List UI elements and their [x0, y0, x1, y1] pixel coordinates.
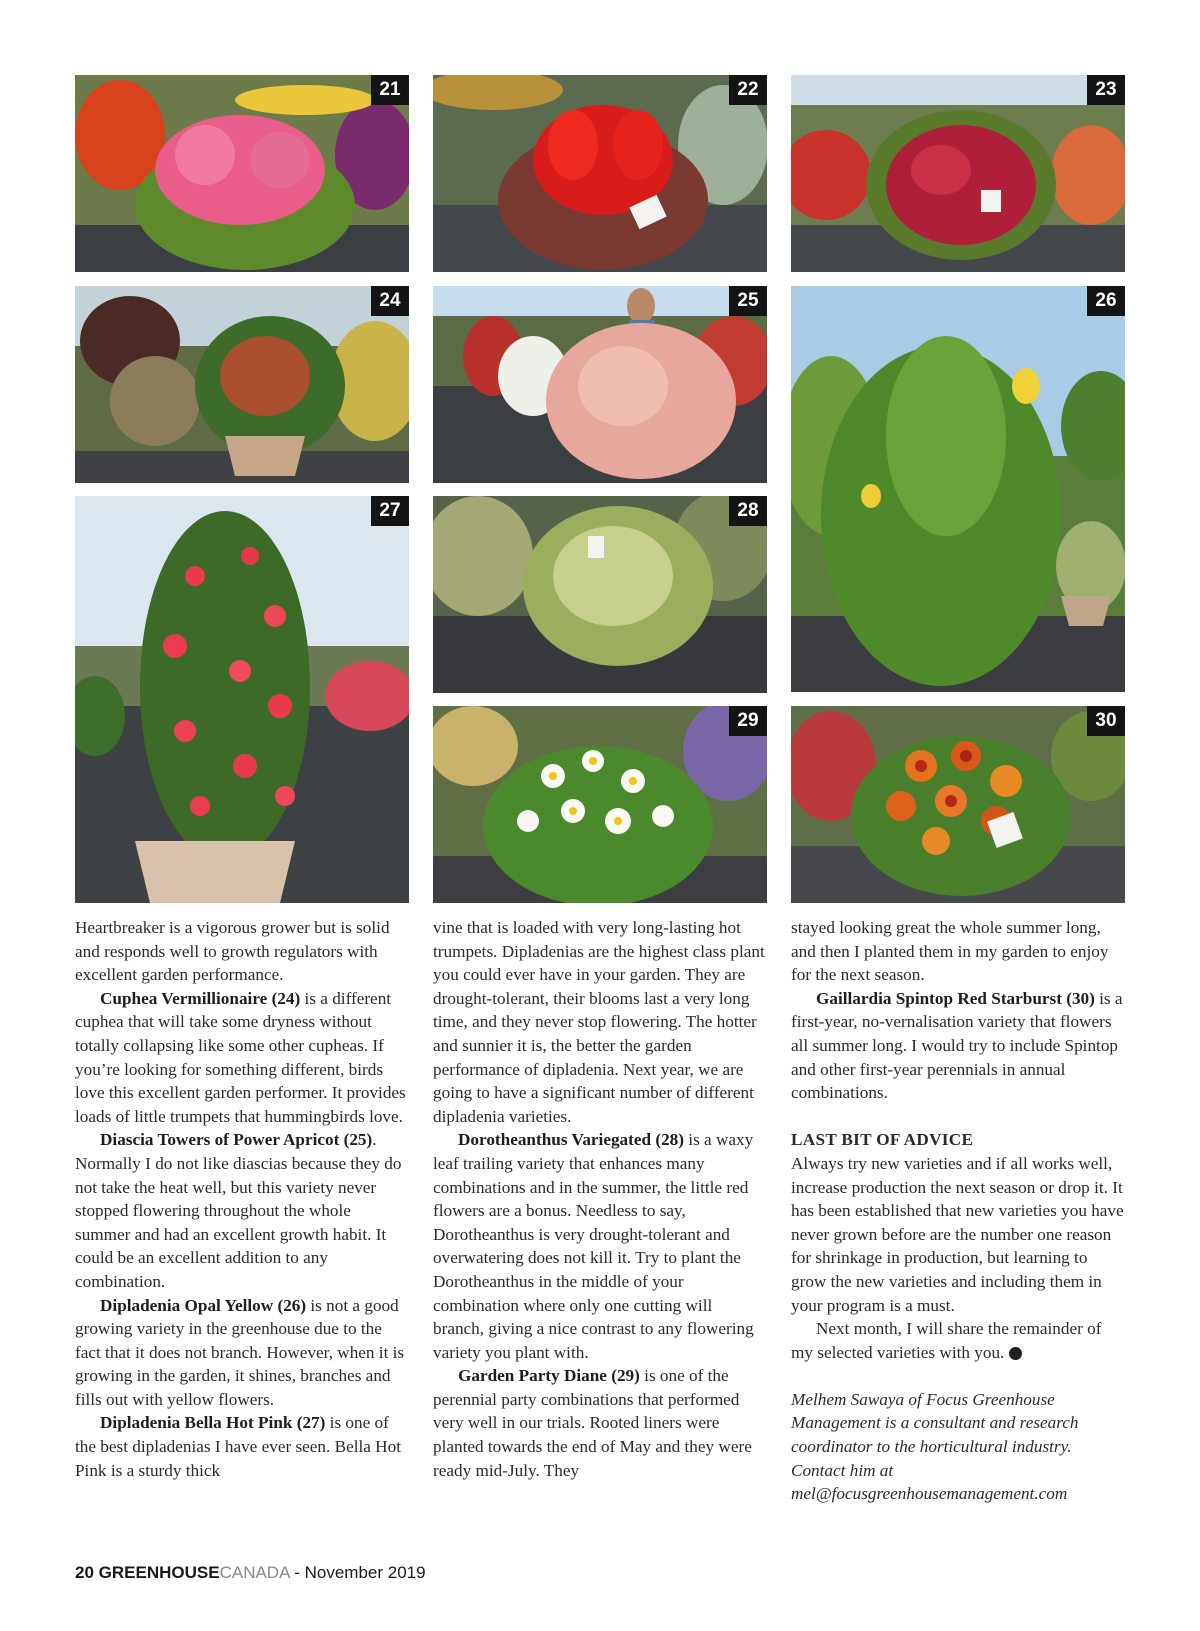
variety-name: Garden Party Diane (29) — [458, 1366, 640, 1386]
photo-29 — [433, 706, 767, 903]
variety-name: Dipladenia Bella Hot Pink (27) — [100, 1413, 326, 1433]
photo-number-badge: 21 — [371, 75, 409, 105]
variety-name: Dipladenia Opal Yellow (26) — [100, 1295, 307, 1315]
photo-number-badge: 28 — [729, 496, 767, 526]
photo-22-image — [433, 75, 767, 272]
photo-27 — [75, 496, 409, 903]
paragraph: vine that is loaded with very long-lasting hot trumpets. Dipladenias are the highest class plant you could ever have in your garden. They are drought-tolerant, their blooms last a very long time, and they never stop flowering. The hotter and sunnier it is, the better the garden performance of dipladenia. Next year, we are going to have a significant number of different dipladenia varieties. — [433, 918, 765, 1126]
photo-number-badge: 29 — [729, 706, 767, 736]
author-bio: Melhem Sawaya of Focus Greenhouse Management is a consultant and research coordinator to the horticultural industry. Contact him at mel@focusgreenhousemanagement.com — [791, 1389, 1079, 1504]
photo-27-image — [75, 496, 409, 903]
variety-name: Gaillardia Spintop Red Starburst (30) — [816, 988, 1095, 1008]
photo-23-image — [791, 75, 1125, 272]
photo-number-badge: 27 — [371, 496, 409, 526]
variety-name: Dorotheanthus Variegated (28) — [458, 1130, 684, 1150]
section-heading: LAST BIT OF ADVICE — [791, 1130, 974, 1150]
issue-date: - November 2019 — [289, 1563, 426, 1582]
photo-25-image — [433, 286, 767, 483]
paragraph: Next month, I will share the remainder of my selected varieties with you. GC — [791, 1319, 1102, 1362]
magazine-name: GREENHOUSE — [98, 1563, 220, 1582]
page-footer — [75, 1563, 426, 1583]
photo-number-badge: 30 — [1087, 706, 1125, 736]
photo-number-badge: 22 — [729, 75, 767, 105]
text-column-1 — [75, 916, 409, 1482]
photo-30-image — [791, 706, 1125, 903]
photo-26-image — [791, 286, 1125, 692]
paragraph: Diascia Towers of Power Apricot (25). Normally I do not like diascias because they do not take the heat well, but this variety never stopped flowering throughout the whole summer and had an excellent growth habit. It could be an excellent addition to any combination. — [75, 1130, 402, 1291]
paragraph: Gaillardia Spintop Red Starburst (30) is a first-year, no-vernalisation variety that flowers all summer long. I would try to include Spintop and other first-year perennials in annual combinations. — [791, 988, 1123, 1103]
photo-21-image — [75, 75, 409, 272]
photo-number-badge: 26 — [1087, 286, 1125, 316]
photo-number-badge: 25 — [729, 286, 767, 316]
photo-28 — [433, 496, 767, 693]
photo-number-badge: 23 — [1087, 75, 1125, 105]
photo-26 — [791, 286, 1125, 692]
paragraph: Always try new varieties and if all works well, increase production the next season or drop it. It has been established that new varieties you have never grown before are the number one reason for shrinkage in production, but learning to grow the new varieties and including them in your program is a must. — [791, 1153, 1124, 1315]
paragraph: Dipladenia Bella Hot Pink (27) is one of the best dipladenias I have ever seen. Bella Hot Pink is a sturdy thick — [75, 1413, 401, 1480]
photo-number-badge: 24 — [371, 286, 409, 316]
paragraph: Dipladenia Opal Yellow (26) is not a good growing variety in the greenhouse due to the fact that it does not branch. However, when it is growing in the garden, it shines, branches and fills out with yellow flowers. — [75, 1295, 405, 1409]
paragraph: Garden Party Diane (29) is one of the perennial party combinations that performed very well in our trials. Rooted liners were planted towards the end of May and they were ready mid-July. They — [433, 1366, 752, 1480]
photo-24 — [75, 286, 409, 483]
text-column-3 — [791, 916, 1125, 1506]
photo-23 — [791, 75, 1125, 272]
paragraph: Cuphea Vermillionaire (24) is a different cuphea that will take some dryness without totally collapsing like some other cupheas. If you’re looking for something different, birds love this excellent garden performer. It provides loads of little trumpets that hummingbirds love. — [75, 988, 406, 1126]
photo-25 — [433, 286, 767, 483]
paragraph: stayed looking great the whole summer long, and then I planted them in my garden to enjoy for the next season. — [791, 918, 1109, 985]
photo-21 — [75, 75, 409, 272]
variety-name: Cuphea Vermillionaire (24) — [100, 988, 301, 1008]
photo-29-image — [433, 706, 767, 903]
end-of-article-mark: GC — [1009, 1347, 1022, 1360]
photo-28-image — [433, 496, 767, 693]
paragraph: Heartbreaker is a vigorous grower but is solid and responds well to growth regulators with excellent garden performance. — [75, 918, 390, 985]
photo-30 — [791, 706, 1125, 903]
text-column-2 — [433, 916, 767, 1482]
page-number: 20 — [75, 1563, 94, 1582]
photo-24-image — [75, 286, 409, 483]
variety-name: Diascia Towers of Power Apricot (25) — [100, 1130, 373, 1150]
paragraph: Dorotheanthus Variegated (28) is a waxy leaf trailing variety that enhances many combinations and in the summer, the little red flowers are a bonus. Needless to say, Dorotheanthus is very drought-tolerant and overwatering does not kill it. Try to plant the Dorotheanthus in the middle of your combination where only one cutting will branch, giving a nice contrast to any flowering variety you plant with. — [433, 1130, 754, 1362]
photo-22 — [433, 75, 767, 272]
magazine-name-suffix: CANADA — [219, 1563, 290, 1582]
